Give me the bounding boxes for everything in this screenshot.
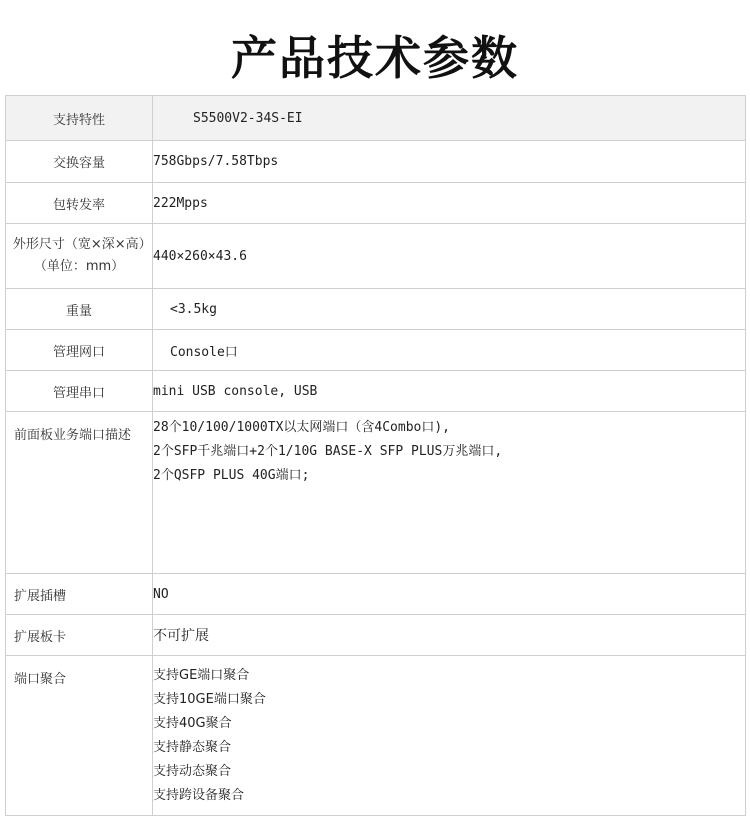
spec-label: 扩展插槽 xyxy=(6,574,153,615)
spec-value: 440×260×43.6 xyxy=(153,224,746,289)
spec-label: 端口聚合 xyxy=(6,656,153,816)
aggregation-line: 支持40G聚合 xyxy=(153,716,232,731)
spec-value: Console口 xyxy=(153,330,746,371)
spec-label: 重量 xyxy=(6,289,153,330)
spec-label: 交换容量 xyxy=(6,141,153,183)
port-desc-line: 2个SFP千兆端口+2个1/10G BASE-X SFP PLUS万兆端口, xyxy=(153,444,503,459)
port-desc-line: 28个10/100/1000TX以太网端口（含4Combo口), xyxy=(153,420,451,435)
spec-value: mini USB console, USB xyxy=(153,371,746,412)
spec-value: 不可扩展 xyxy=(153,615,746,656)
spec-value: 758Gbps/7.58Tbps xyxy=(153,141,746,183)
table-row xyxy=(6,224,746,289)
spec-label: 管理网口 xyxy=(6,330,153,371)
spec-value: <3.5kg xyxy=(153,289,746,330)
table-row xyxy=(6,615,746,656)
aggregation-line: 支持跨设备聚合 xyxy=(153,788,245,803)
aggregation-line: 支持GE端口聚合 xyxy=(153,668,250,683)
table-row xyxy=(6,656,746,816)
table-row xyxy=(6,289,746,330)
page-title: 产品技术参数 xyxy=(231,31,519,85)
table-row xyxy=(6,183,746,224)
table-row xyxy=(6,371,746,412)
table-row xyxy=(6,574,746,615)
spec-label: 包转发率 xyxy=(6,183,153,224)
aggregation-line: 支持静态聚合 xyxy=(153,740,232,755)
spec-label: 管理串口 xyxy=(6,371,153,412)
aggregation-line: 支持动态聚合 xyxy=(153,764,232,779)
port-desc-line: 2个QSFP PLUS 40G端口; xyxy=(153,468,310,483)
spec-label: 支持特性 xyxy=(6,96,153,141)
spec-value: S5500V2-34S-EI xyxy=(153,96,746,141)
spec-label: 外形尺寸（宽×深×高）（单位：mm） xyxy=(6,224,153,289)
spec-label: 扩展板卡 xyxy=(6,615,153,656)
spec-table xyxy=(5,95,746,816)
table-row xyxy=(6,330,746,371)
table-row xyxy=(6,96,746,141)
spec-value: NO xyxy=(153,574,746,615)
table-row xyxy=(6,141,746,183)
spec-value xyxy=(153,656,746,816)
table-row xyxy=(6,412,746,574)
spec-value: 222Mpps xyxy=(153,183,746,224)
spec-value xyxy=(153,412,746,574)
spec-label: 前面板业务端口描述 xyxy=(6,412,153,574)
aggregation-line: 支持10GE端口聚合 xyxy=(153,692,266,707)
